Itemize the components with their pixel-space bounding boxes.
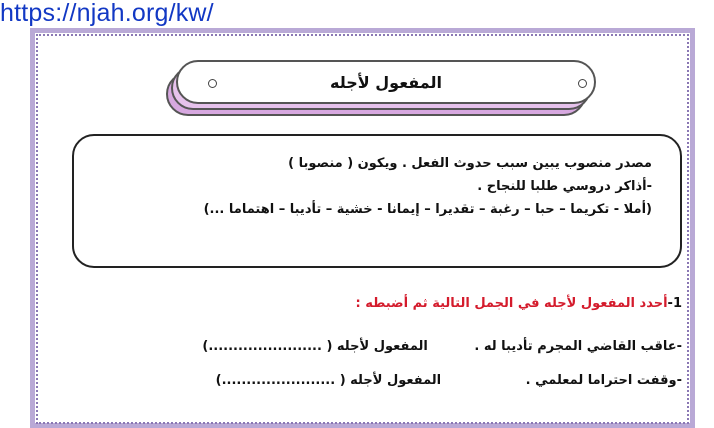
- exercise-sentence: -عاقب القاضي المجرم تأديبا له .: [474, 339, 682, 354]
- exercise-row: [62, 339, 682, 354]
- definition-line: مصدر منصوب يبين سبب حدوث الفعل . ويكون ( منصوبا ): [288, 156, 652, 171]
- page-title: المفعول لأجله: [330, 72, 442, 92]
- examples-list-line: (أملا - تكريما – حبا – رغبة – تقديرا – إيمانا - خشية – تأديبا – اهتماما ...): [203, 202, 652, 217]
- question-number: 1-: [667, 296, 682, 311]
- definition-box: [72, 134, 682, 268]
- exercise-row: [62, 373, 682, 388]
- exercise-answer-blank: المفعول لأجله ( .......................): [215, 373, 442, 388]
- source-url[interactable]: https://njah.org/kw/: [0, 0, 214, 27]
- exercise-answer-blank: المفعول لأجله ( .......................): [202, 339, 428, 354]
- definition-text: [82, 152, 652, 221]
- question-text: أحدد المفعول لأجله في الجمل التالية ثم أضبطه :: [355, 296, 668, 311]
- question-heading: [62, 296, 682, 311]
- title-banner: [166, 60, 596, 116]
- example-line: -أذاكر دروسي طلبا للنجاح .: [477, 179, 652, 194]
- exercise-sentence: -وقفت احتراما لمعلمي .: [525, 373, 682, 388]
